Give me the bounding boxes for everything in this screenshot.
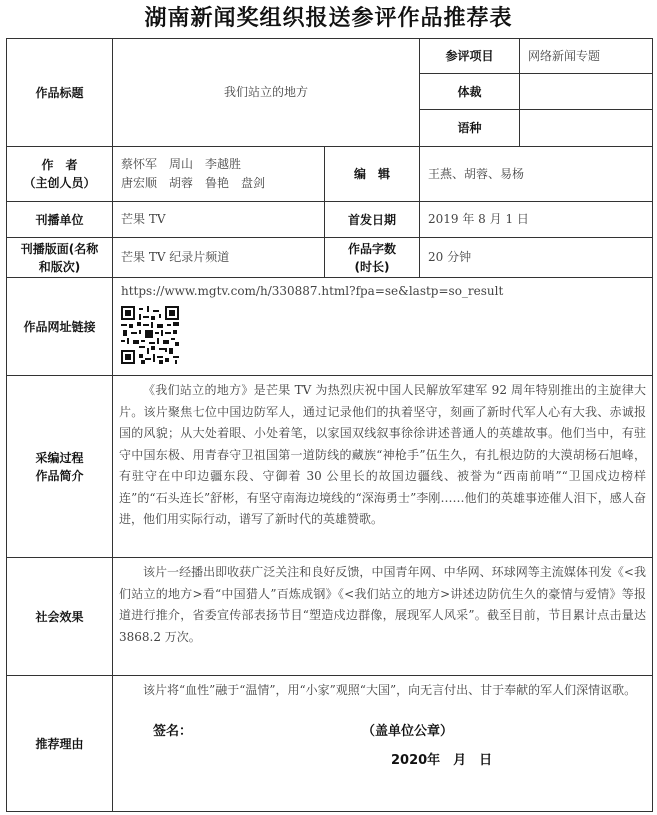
language-value — [520, 110, 653, 147]
language-label: 语种 — [420, 110, 520, 147]
row-page — [7, 238, 653, 278]
row-url — [7, 278, 653, 376]
authors-value — [113, 147, 325, 202]
authors-line2: 唐宏顺 胡蓉 鲁艳 盘剑 — [121, 176, 266, 190]
effect-text: 该片一经播出即收获广泛关注和良好反馈，中国青年网、中华网、环球网等主流媒体刊发《<我们站立的地方>看“中国猎人”百炼成钢》《<我们站立的地方>讲述边防伉生久的豪情与爱情》等报道进行推介，省委宣传部表扬节目“塑造戍边群像，展现军人风采”。截至目前，节目累计点击量达 3868.2 万次。 — [113, 558, 653, 676]
author-label — [7, 147, 113, 202]
reason-label: 推荐理由 — [7, 676, 113, 812]
url-label: 作品网址链接 — [7, 278, 113, 376]
length-label-line1: 作品字数 — [348, 241, 397, 256]
page-value: 芒果 TV 纪录片频道 — [113, 238, 325, 278]
publisher-label: 刊播单位 — [7, 202, 113, 238]
category-label: 参评项目 — [420, 39, 520, 74]
row-effect — [7, 558, 653, 676]
signature-label: 签名： — [153, 723, 193, 739]
author-label-line1: 作 者 — [41, 158, 78, 172]
work-title-value: 我们站立的地方 — [113, 39, 420, 147]
author-label-line2: （主创人员） — [23, 176, 96, 190]
page-title: 湖南新闻奖组织报送参评作品推荐表 — [144, 6, 513, 31]
editors-value: 王燕、胡蓉、易杨 — [420, 147, 653, 202]
url-cell — [113, 278, 653, 376]
first-date-value: 2019 年 8 月 1 日 — [420, 202, 653, 238]
row-process — [7, 376, 653, 558]
authors-line1: 蔡怀军 周山 李越胜 — [121, 157, 242, 171]
page-label — [7, 238, 113, 278]
signature-row — [119, 720, 646, 739]
row-category — [7, 39, 653, 74]
first-date-label: 首发日期 — [325, 202, 420, 238]
process-label-line1: 采编过程 — [35, 450, 84, 465]
process-text: 《我们站立的地方》是芒果 TV 为热烈庆祝中国人民解放军建军 92 周年特别推出的主旋律大片。该片聚焦七位中国边防军人，通过记录他们的执着坚守，刻画了新时代军人心有大我、赤诚报国的风貌；从大处着眼、小处着笔，以家国双线叙事徐徐讲述普通人的英雄故事。他们当中，有驻守中国东极、用青春守卫祖国第一道防线的藏族“神枪手”伍生久，有扎根边防的大漠胡杨石旭峰，有驻守在中印边疆东段、守御着 30 公里长的故国边疆线、被誉为“西南前哨”“卫国戍边榜样连”的“石头连长”舒彬，有坚守南海边境线的“深海勇士”李刚……他们的英雄事迹催人泪下，感人奋进，他们用实际行动，谱写了新时代的英雄赞歌。 — [113, 376, 653, 558]
seal-label: （盖单位公章） — [362, 723, 454, 739]
reason-cell — [113, 676, 653, 812]
process-label — [7, 376, 113, 558]
row-reason — [7, 676, 653, 812]
genre-value — [520, 74, 653, 110]
date-label: 2020年 月 日 — [391, 752, 493, 768]
reason-text: 该片将“血性”融于“温情”，用“小家”观照“大国”，向无言付出、甘于奉献的军人们深情讴歌。 — [143, 683, 637, 697]
row-authors — [7, 147, 653, 202]
effect-label: 社会效果 — [7, 558, 113, 676]
length-label-line2: (时长) — [354, 259, 390, 274]
genre-label: 体裁 — [420, 74, 520, 110]
process-label-line2: 作品简介 — [35, 468, 84, 483]
recommendation-form-table — [6, 38, 653, 812]
row-publisher — [7, 202, 653, 238]
length-value: 20 分钟 — [420, 238, 653, 278]
editor-label: 编 辑 — [325, 147, 420, 202]
url-link[interactable]: https://www.mgtv.com/h/330887.html?fpa=se&lastp=so_result — [121, 284, 504, 298]
qr-code-icon[interactable] — [121, 306, 179, 364]
page-label-line1: 刊播版面(名称 — [20, 241, 99, 256]
page-label-line2: 和版次) — [38, 259, 81, 274]
work-title-label: 作品标题 — [7, 39, 113, 147]
length-label — [325, 238, 420, 278]
category-value: 网络新闻专题 — [520, 39, 653, 74]
publisher-value: 芒果 TV — [113, 202, 325, 238]
